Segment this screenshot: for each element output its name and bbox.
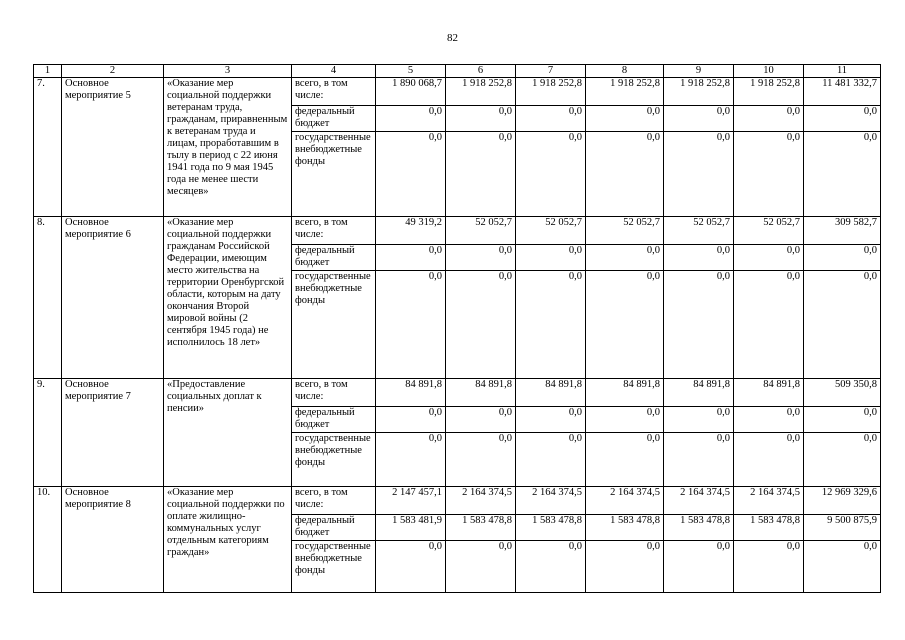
amount-cell: 1 583 481,9 [376,515,446,541]
amount-cell: 0,0 [376,271,446,379]
amount-cell: 0,0 [516,106,586,132]
amount-cell: 2 147 457,1 [376,487,446,515]
amount-cell: 0,0 [446,407,516,433]
funding-source: всего, в том числе: [292,487,376,515]
amount-cell: 0,0 [446,106,516,132]
column-header: 4 [292,65,376,78]
amount-cell: 52 052,7 [734,217,804,245]
amount-cell: 0,0 [376,407,446,433]
event-name: Основное мероприятие 5 [62,78,164,217]
amount-cell: 0,0 [586,407,664,433]
column-header: 1 [34,65,62,78]
funding-source: государственные внебюджетные фонды [292,271,376,379]
amount-cell: 0,0 [664,245,734,271]
amount-cell: 1 583 478,8 [586,515,664,541]
amount-cell: 0,0 [734,541,804,593]
amount-cell: 2 164 374,5 [586,487,664,515]
event-description: «Оказание мер социальной поддержки по оплате жилищно-коммунальных услуг отдельным категориям граждан» [164,487,292,593]
amount-cell: 0,0 [804,541,881,593]
amount-cell: 1 583 478,8 [446,515,516,541]
event-name: Основное мероприятие 7 [62,379,164,487]
event-description: «Оказание мер социальной поддержки ветеранам труда, гражданам, приравненным к ветеранам труда и лицам, проработавшим в тылу в период с 22 июня 1941 года по 9 мая 1945 года не менее шести месяцев» [164,78,292,217]
amount-cell: 0,0 [664,132,734,217]
event-description: «Предоставление социальных доплат к пенсии» [164,379,292,487]
amount-cell: 0,0 [376,245,446,271]
amount-cell: 52 052,7 [664,217,734,245]
column-header: 8 [586,65,664,78]
amount-cell: 0,0 [586,245,664,271]
amount-cell: 0,0 [586,433,664,487]
amount-cell: 2 164 374,5 [516,487,586,515]
amount-cell: 1 583 478,8 [664,515,734,541]
amount-cell: 0,0 [586,106,664,132]
amount-cell: 0,0 [804,433,881,487]
amount-cell: 0,0 [804,245,881,271]
amount-cell: 0,0 [586,271,664,379]
amount-cell: 0,0 [664,106,734,132]
amount-cell: 0,0 [376,106,446,132]
row-number: 8. [34,217,62,379]
column-header: 6 [446,65,516,78]
amount-cell: 84 891,8 [586,379,664,407]
amount-cell: 84 891,8 [516,379,586,407]
funding-source: федеральный бюджет [292,407,376,433]
funding-source: всего, в том числе: [292,379,376,407]
funding-source: государственные внебюджетные фонды [292,132,376,217]
amount-cell: 0,0 [734,245,804,271]
amount-cell: 0,0 [664,433,734,487]
funding-source: федеральный бюджет [292,515,376,541]
row-number: 7. [34,78,62,217]
column-header: 5 [376,65,446,78]
amount-cell: 0,0 [664,541,734,593]
amount-cell: 1 918 252,8 [446,78,516,106]
amount-cell: 0,0 [734,106,804,132]
column-header: 2 [62,65,164,78]
funding-source: всего, в том числе: [292,217,376,245]
table-body [34,78,881,593]
amount-cell: 0,0 [516,407,586,433]
amount-cell: 0,0 [734,407,804,433]
amount-cell: 509 350,8 [804,379,881,407]
table-row [34,487,881,515]
amount-cell: 12 969 329,6 [804,487,881,515]
column-header: 9 [664,65,734,78]
amount-cell: 84 891,8 [734,379,804,407]
table-row [34,78,881,106]
amount-cell: 0,0 [804,106,881,132]
event-name: Основное мероприятие 6 [62,217,164,379]
row-number: 10. [34,487,62,593]
amount-cell: 1 918 252,8 [734,78,804,106]
amount-cell: 0,0 [586,541,664,593]
amount-cell: 84 891,8 [664,379,734,407]
amount-cell: 0,0 [516,132,586,217]
column-header: 11 [804,65,881,78]
funding-source: государственные внебюджетные фонды [292,541,376,593]
amount-cell: 84 891,8 [376,379,446,407]
amount-cell: 0,0 [664,271,734,379]
table-row [34,217,881,245]
amount-cell: 0,0 [734,132,804,217]
budget-table [33,64,881,593]
amount-cell: 0,0 [376,433,446,487]
amount-cell: 0,0 [516,433,586,487]
amount-cell: 1 583 478,8 [516,515,586,541]
column-header: 10 [734,65,804,78]
amount-cell: 84 891,8 [446,379,516,407]
event-description: «Оказание мер социальной поддержки гражданам Российской Федерации, имеющим место жительства на территории Оренбургской области, которым на дату окончания Второй мировой войны (2 сентября 1945 года) не исполнилось 18 лет» [164,217,292,379]
amount-cell: 0,0 [446,132,516,217]
amount-cell: 0,0 [804,271,881,379]
page-number: 82 [447,32,458,44]
amount-cell: 52 052,7 [516,217,586,245]
header-row [34,65,881,78]
funding-source: федеральный бюджет [292,106,376,132]
amount-cell: 0,0 [734,271,804,379]
amount-cell: 0,0 [446,271,516,379]
amount-cell: 0,0 [446,433,516,487]
funding-source: государственные внебюджетные фонды [292,433,376,487]
column-header: 3 [164,65,292,78]
amount-cell: 0,0 [804,132,881,217]
amount-cell: 0,0 [446,541,516,593]
amount-cell: 0,0 [734,433,804,487]
amount-cell: 0,0 [446,245,516,271]
event-name: Основное мероприятие 8 [62,487,164,593]
amount-cell: 2 164 374,5 [446,487,516,515]
funding-source: федеральный бюджет [292,245,376,271]
amount-cell: 1 918 252,8 [586,78,664,106]
amount-cell: 0,0 [516,245,586,271]
amount-cell: 1 890 068,7 [376,78,446,106]
amount-cell: 0,0 [586,132,664,217]
amount-cell: 52 052,7 [446,217,516,245]
amount-cell: 9 500 875,9 [804,515,881,541]
funding-source: всего, в том числе: [292,78,376,106]
amount-cell: 309 582,7 [804,217,881,245]
amount-cell: 0,0 [516,541,586,593]
amount-cell: 49 319,2 [376,217,446,245]
row-number: 9. [34,379,62,487]
amount-cell: 0,0 [804,407,881,433]
amount-cell: 0,0 [376,541,446,593]
amount-cell: 52 052,7 [586,217,664,245]
amount-cell: 0,0 [664,407,734,433]
amount-cell: 1 918 252,8 [664,78,734,106]
amount-cell: 2 164 374,5 [734,487,804,515]
amount-cell: 11 481 332,7 [804,78,881,106]
table-row [34,379,881,407]
amount-cell: 0,0 [516,271,586,379]
amount-cell: 0,0 [376,132,446,217]
amount-cell: 1 583 478,8 [734,515,804,541]
amount-cell: 2 164 374,5 [664,487,734,515]
column-header: 7 [516,65,586,78]
amount-cell: 1 918 252,8 [516,78,586,106]
